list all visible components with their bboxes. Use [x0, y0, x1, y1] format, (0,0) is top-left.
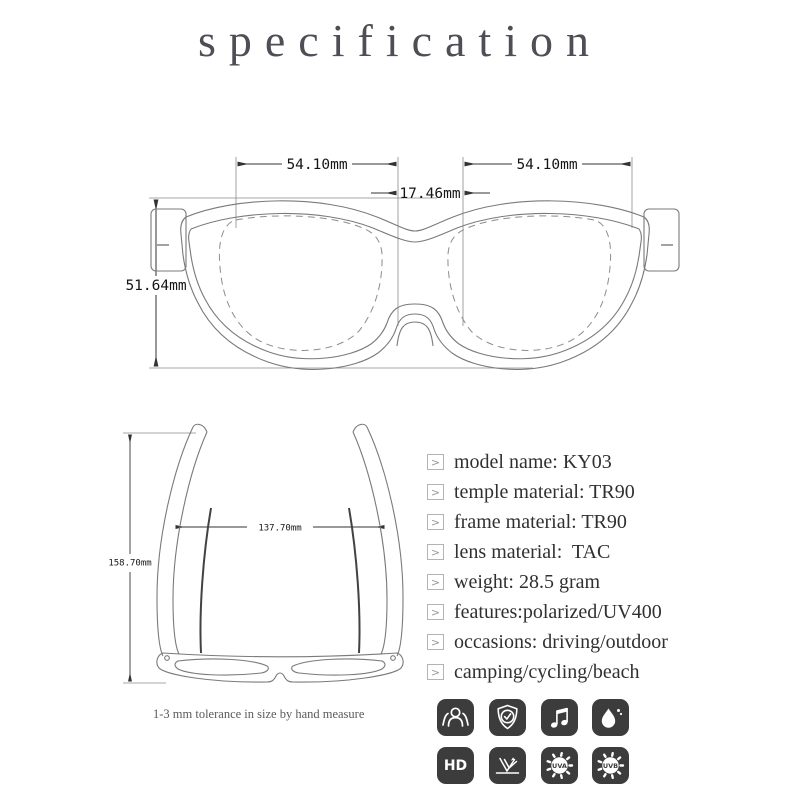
dimension-lines	[130, 435, 385, 682]
uvb-protection-icon	[592, 747, 629, 784]
spec-item	[427, 537, 687, 567]
bridge-width-label: 17.46mm	[399, 186, 461, 202]
glasses-front-outline	[151, 201, 679, 369]
spec-item-text: temple material: TR90	[454, 480, 635, 503]
temple-length-label: 158.70mm	[108, 558, 152, 569]
uva-label: UVA	[552, 762, 567, 770]
spec-item-text: camping/cycling/beach	[454, 660, 640, 683]
chevron-bullet-icon: >	[427, 544, 444, 560]
shield-check-icon	[489, 699, 526, 736]
spec-item-text: frame material: TR90	[454, 510, 627, 533]
extension-lines	[149, 157, 632, 368]
hd-icon	[437, 747, 474, 784]
group-people-icon	[437, 699, 474, 736]
chevron-bullet-icon: >	[427, 484, 444, 500]
spec-item-text: model name: KY03	[454, 450, 612, 473]
right-hinge-tab	[644, 209, 679, 271]
spec-item	[427, 447, 687, 477]
spec-item-text: weight: 28.5 gram	[454, 570, 601, 593]
spec-item-text: occasions: driving/outdoor	[454, 630, 668, 653]
water-drop-icon	[592, 699, 629, 736]
spec-item	[427, 657, 687, 687]
spec-item	[427, 567, 687, 597]
chevron-bullet-icon: >	[427, 604, 444, 620]
chevron-bullet-icon: >	[427, 574, 444, 590]
chevron-bullet-icon: >	[427, 454, 444, 470]
lens-dashed-outlines	[219, 216, 610, 351]
spec-list	[427, 447, 687, 687]
music-notes-icon	[541, 699, 578, 736]
tolerance-note: 1-3 mm tolerance in size by hand measure	[153, 707, 365, 721]
top-view-drawing	[100, 415, 410, 695]
glasses-top-outline	[157, 424, 403, 682]
lens-width-right-label: 54.10mm	[516, 157, 578, 173]
chevron-bullet-icon: >	[427, 634, 444, 650]
spec-item	[427, 507, 687, 537]
spec-item-text: lens material: TAC	[454, 540, 611, 563]
page-title: specification	[197, 15, 602, 66]
lens-width-left-label: 54.10mm	[286, 157, 348, 173]
spec-item	[427, 477, 687, 507]
anti-reflection-icon	[489, 747, 526, 784]
spec-item	[427, 597, 687, 627]
uvb-label: UVB	[602, 762, 619, 770]
frame-height-label: 51.64mm	[125, 278, 187, 294]
front-view-drawing	[85, 138, 685, 403]
spec-item	[427, 627, 687, 657]
chevron-bullet-icon: >	[427, 664, 444, 680]
uva-protection-icon	[541, 747, 578, 784]
hd-label: HD	[443, 757, 468, 774]
spec-item-text: features:polarized/UV400	[454, 600, 662, 623]
inner-width-label: 137.70mm	[258, 523, 302, 534]
chevron-bullet-icon: >	[427, 514, 444, 530]
